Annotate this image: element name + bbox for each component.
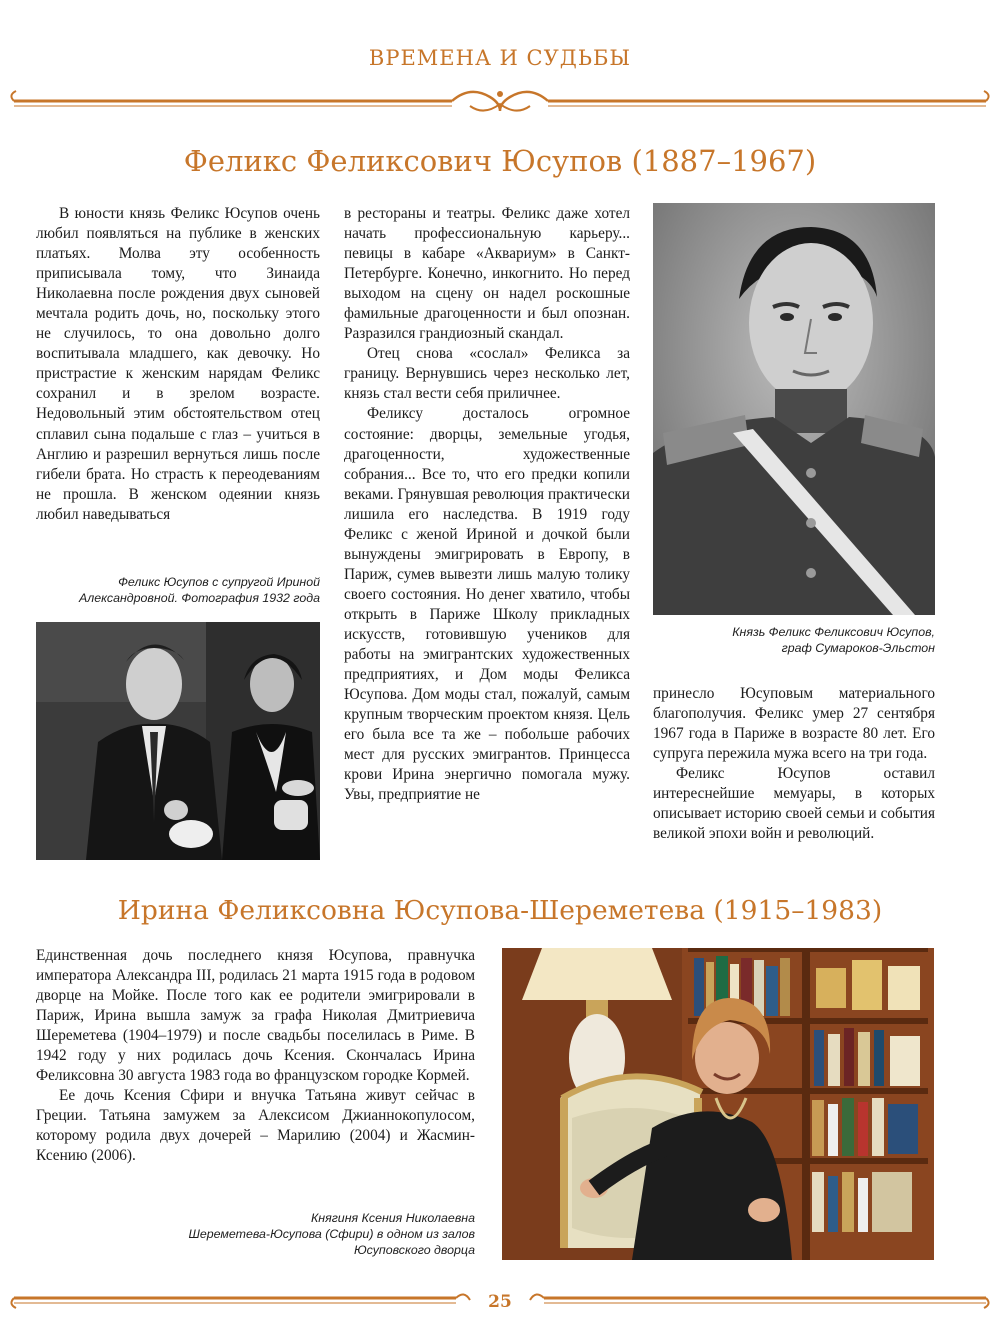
- paragraph: в рестораны и театры. Феликс даже хотел начать профессиональную карьеру... певицы в кабаре «Аквариум» в Санкт-Петербурге. Конечно, инкогнито. Но перед выходом на сцену он надел роскошные фамильные драгоценности и был опознан. Разразился грандиозный скандал.: [344, 205, 630, 343]
- photo-ksenia-sfiri: [502, 948, 934, 1260]
- article-title-felix: Феликс Феликсович Юсупов (1887–1967): [183, 144, 817, 178]
- caption-line: Шереметева-Юсупова (Сфири) в одном из залов: [188, 1227, 475, 1241]
- paragraph: Единственная дочь последнего князя Юсупова, правнучка императора Александра III, родилась 21 марта 1915 года в родовом дворце на Мойке. После того как ее родители эмигрировали в Париж, Ирина вышла замуж за графа Николая Дмитриевича Шереметева (1904–1979) и после свадьбы поселилась в Риме. В 1942 году у них родилась дочь Ксения. Скончалась Ирина Феликсовна 30 августа 1983 года во французском городке Кормей.: [36, 947, 475, 1085]
- caption-line: Феликс Юсупов с супругой Ириной: [118, 575, 320, 589]
- section-header: ВРЕМЕНА И СУДЬБЫ: [368, 46, 632, 70]
- caption-portrait: [653, 624, 935, 656]
- paragraph: принесло Юсуповым материального благополучия. Феликс умер 27 сентября 1967 года в Париже в возрасте 80 лет. Его супруга пережила мужа всего на три года.: [653, 685, 935, 763]
- article-column-1: [36, 204, 320, 525]
- photo-felix-portrait: [653, 203, 935, 615]
- article-column-3: [653, 684, 935, 844]
- caption-ksenia-photo: [120, 1210, 475, 1258]
- caption-line: Князь Феликс Феликсович Юсупов,: [732, 625, 935, 639]
- article-column-2: [344, 204, 630, 805]
- caption-line: Александровной. Фотография 1932 года: [79, 591, 320, 605]
- article-2-body: [36, 946, 475, 1167]
- paragraph: Отец снова «сослал» Феликса за границу. Вернувшись через несколько лет, князь стал вести себя приличнее.: [344, 345, 630, 403]
- caption-line: Княгиня Ксения Николаевна: [310, 1211, 475, 1225]
- caption-couple-photo: [36, 574, 320, 606]
- couple-photo-illustration: [36, 622, 320, 860]
- paragraph: В юности князь Феликс Юсупов очень любил появляться на публике в женских платьях. Молва эту особенность приписывала тому, что Зинаида Николаевна после рождения двух сыновей мечтала родить дочь, но, поскольку этого не случилось, то она довольно долго воспитывала младшего, как девочку. Но пристрастие к женским нарядам Феликс сохранил и в зрелом возрасте. Недовольный этим обстоятельством отец сплавил сына подальше с глаз – учиться в Англию и разрешил вернуться лишь после гибели брата. Но страсть к переодеваниям не прошла. В женском одеянии князь любил наведываться: [36, 205, 320, 523]
- caption-line: граф Сумароков-Эльстон: [781, 641, 935, 655]
- portrait-illustration: [653, 203, 935, 615]
- header-ornament-rule: [0, 84, 1000, 118]
- page-number: 25: [488, 1292, 512, 1312]
- paragraph: Ее дочь Ксения Сфири и внучка Татьяна живут сейчас в Греции. Татьяна замужем за Алексисом Джианнокопулосом, которому родила двух дочерей – Марилию (2004) и Жасмин-Ксению (2006).: [36, 1087, 475, 1165]
- paragraph: Феликсу досталось огромное состояние: дворцы, земельные угодья, драгоценности, художественные собрания... Все то, что его предки копили веками. Грянувшая революция практически лишила его наследства. В 1919 году Феликс с женой Ириной и дочкой были вынуждены эмигрировать в Европу, в Париж, сумев вывезти лишь малую толику своего состояния. Но денег хватило, чтобы открыть в Париже Школу прикладных искусств, готовившую учеников для работы на эмигрантских художественных предприятиях, и Дом моды Феликса Юсупова. Дом моды стал, пожалуй, самым крупным творческим проектом князя. Цель его была все та же – побольше рабочих мест для русских эмигрантов. Принцесса крови Ирина энергично помогала мужу. Увы, предприятие не: [344, 405, 630, 804]
- ksenia-photo-illustration: [502, 948, 934, 1260]
- caption-line: Юсуповского дворца: [353, 1243, 475, 1257]
- article-title-irina: Ирина Феликсовна Юсупова-Шереметева (1915–1983): [117, 895, 883, 926]
- photo-felix-and-irina: [36, 622, 320, 860]
- paragraph: Феликс Юсупов оставил интереснейшие мемуары, в которых описывает историю своей семьи и события великой эпохи войн и революций.: [653, 765, 935, 843]
